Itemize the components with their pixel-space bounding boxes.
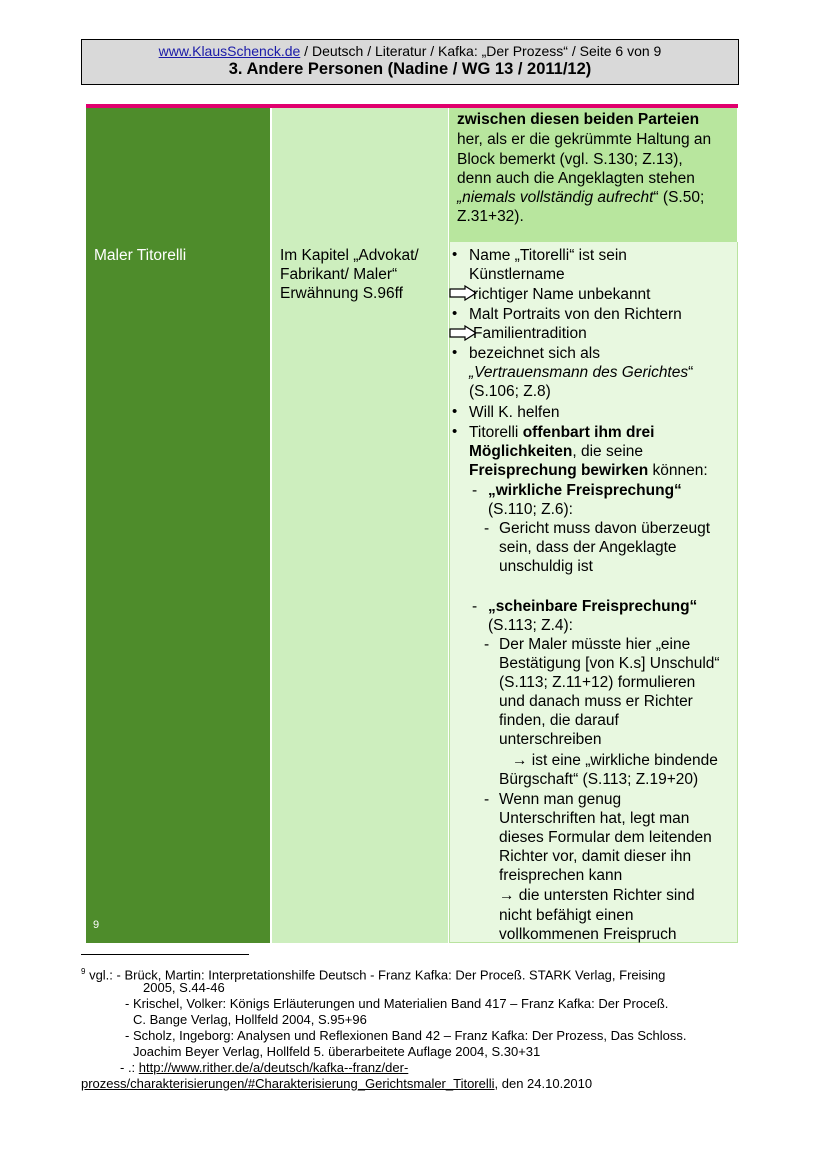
- content-line: Unterschriften hat, legt man: [499, 810, 690, 827]
- person-column: [86, 108, 270, 943]
- top-cell-line: [457, 188, 704, 208]
- page-header: [81, 39, 739, 85]
- footnote-prefix: - .:: [120, 1060, 139, 1075]
- quote-end: “: [688, 364, 694, 381]
- content-line: → die untersten Richter sind: [499, 887, 695, 904]
- text-span-bold: offenbart ihm drei: [522, 424, 655, 441]
- quote-italic: „Vertrauensmann des Gerichtes: [469, 364, 689, 381]
- content-line: bezeichnet sich als: [469, 345, 600, 362]
- footnote-text: vgl.: - Brück, Martin: Interpretationshilfe Deutsch - Franz Kafka: Der Proceß. STARK Verlag, Freising: [85, 967, 666, 983]
- text-span-bold: Möglichkeiten: [469, 443, 573, 460]
- quote-ref: “ (S.50;: [653, 189, 705, 206]
- dash-marker: -: [484, 636, 490, 653]
- text-span: Titorelli: [469, 424, 523, 441]
- dash-marker: -: [484, 791, 490, 808]
- chapter-column: [272, 108, 448, 943]
- quote-italic: „niemals vollständig aufrecht: [457, 189, 654, 206]
- footnote-line: - Krischel, Volker: Königs Erläuterungen und Materialien Band 417 – Franz Kafka: Der Proceß.: [125, 996, 669, 1011]
- content-line: Bürgschaft“ (S.113; Z.19+20): [499, 771, 699, 788]
- footnote-marker: 9: [93, 919, 100, 931]
- content-line: vollkommenen Freispruch: [499, 926, 677, 943]
- dash-marker: -: [472, 598, 478, 615]
- content-line: Will K. helfen: [469, 404, 560, 421]
- footnote-link[interactable]: prozess/charakterisierungen/#Charakterisierung_Gerichtsmaler_Titorelli: [81, 1076, 495, 1091]
- content-line: freisprechen kann: [499, 867, 623, 884]
- content-line: (S.113; Z.4):: [488, 617, 573, 634]
- content-line: finden, die darauf: [499, 712, 619, 729]
- option-title: „scheinbare Freisprechung“: [488, 598, 698, 615]
- content-line: (S.106; Z.8): [469, 383, 551, 400]
- text-span-bold: Freisprechung bewirken: [469, 462, 649, 479]
- footnote-line: 2005, S.44-46: [143, 980, 225, 995]
- bullet-icon: •: [452, 403, 458, 420]
- bullet-icon: •: [452, 246, 458, 263]
- dash-marker: -: [484, 520, 490, 537]
- bullet-icon: •: [452, 305, 458, 322]
- content-line: [469, 442, 643, 462]
- content-line: unterschreiben: [499, 731, 602, 748]
- content-line: Familientradition: [473, 325, 587, 342]
- content-line: Richter vor, damit dieser ihn: [499, 848, 692, 865]
- site-link[interactable]: www.KlausSchenck.de: [158, 43, 301, 59]
- content-line: sein, dass der Angeklagte: [499, 539, 677, 556]
- content-line: Der Maler müsste hier „eine: [499, 636, 691, 653]
- chapter-line: Fabrikant/ Maler“: [280, 266, 398, 283]
- footnote-line: [81, 1076, 592, 1092]
- content-line: Malt Portraits von den Richtern: [469, 306, 682, 323]
- bullet-icon: •: [452, 423, 458, 440]
- footnote-divider: [81, 954, 249, 955]
- content-line: unschuldig ist: [499, 558, 593, 575]
- footnote-link[interactable]: http://www.rither.de/a/deutsch/kafka--franz/der-: [138, 1060, 409, 1075]
- page-title: 3. Andere Personen (Nadine / WG 13 / 2011/12): [228, 60, 592, 78]
- content-line: Künstlername: [469, 266, 565, 283]
- content-line: nicht befähigt einen: [499, 907, 634, 924]
- person-name: Maler Titorelli: [94, 247, 187, 264]
- header-breadcrumb: [82, 43, 738, 59]
- content-line: Name „Titorelli“ ist sein: [469, 247, 627, 264]
- top-cell-line: Block bemerkt (vgl. S.130; Z.13),: [457, 151, 683, 168]
- footnote-line: - Scholz, Ingeborg: Analysen und Reflexionen Band 42 – Franz Kafka: Der Prozess, Das Schloss.: [125, 1028, 687, 1043]
- content-line: Gericht muss davon überzeugt: [499, 520, 711, 537]
- text-span: , die seine: [572, 443, 644, 460]
- top-cell-line: her, als er die gekrümmte Haltung an: [457, 131, 712, 148]
- header-path: / Deutsch / Literatur / Kafka: „Der Prozess“ / Seite 6 von 9: [300, 43, 662, 59]
- content-line: [469, 461, 708, 481]
- dash-marker: -: [472, 482, 478, 499]
- footnote-suffix: , den 24.10.2010: [494, 1076, 593, 1091]
- bullet-icon: •: [452, 344, 458, 361]
- chapter-line: Im Kapitel „Advokat/: [280, 247, 419, 264]
- top-cell-line: zwischen diesen beiden Parteien: [457, 111, 700, 128]
- content-line: richtiger Name unbekannt: [473, 286, 651, 303]
- top-cell-line: Z.31+32).: [457, 208, 524, 225]
- option-title: „wirkliche Freisprechung“: [488, 482, 682, 499]
- content-line: Wenn man genug: [499, 791, 622, 808]
- content-line: (S.113; Z.11+12) formulieren: [499, 674, 696, 691]
- content-line: [469, 363, 693, 383]
- content-line: → ist eine „wirkliche bindende: [512, 752, 718, 769]
- top-cell-line: denn auch die Angeklagten stehen: [457, 170, 695, 187]
- footnote-line: C. Bange Verlag, Hollfeld 2004, S.95+96: [133, 1012, 367, 1027]
- footnote-line: [120, 1060, 408, 1076]
- content-line: dieses Formular dem leitenden: [499, 829, 712, 846]
- chapter-line: Erwähnung S.96ff: [280, 285, 403, 302]
- content-line: und danach muss er Richter: [499, 693, 693, 710]
- content-line: (S.110; Z.6):: [488, 501, 573, 518]
- footnote-line: Joachim Beyer Verlag, Hollfeld 5. überarbeitete Auflage 2004, S.30+31: [133, 1044, 541, 1059]
- content-line: Bestätigung [von K.s] Unschuld“: [499, 655, 720, 672]
- content-line: [469, 423, 654, 443]
- text-span: können:: [648, 462, 708, 479]
- footnote-number: 9: [81, 967, 86, 976]
